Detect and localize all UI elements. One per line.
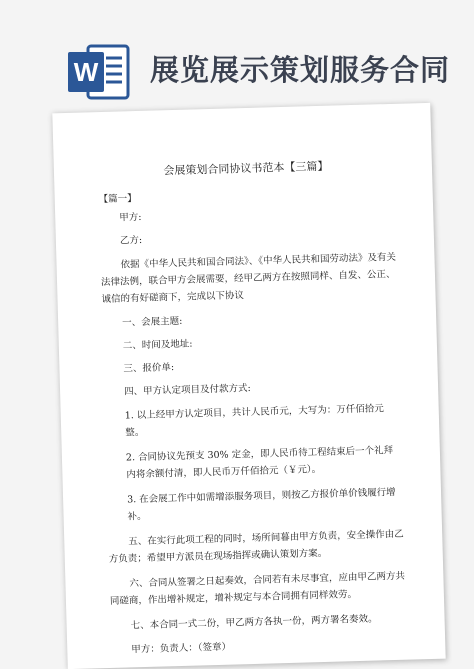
word-document-icon bbox=[66, 40, 132, 104]
banner bbox=[0, 0, 474, 110]
intro-paragraph: 依据《中华人民共和国合同法》、《中华人民共和国劳动法》及有关法律法例，联合甲方会展需要，经甲乙两方在按照同样、自发、公正、诚信的有好磋商下，完成以下协议 bbox=[100, 251, 397, 306]
section-label: 【篇一】 bbox=[98, 193, 137, 206]
clause-1: 一、会展主题: bbox=[122, 315, 183, 329]
payment-item-1: 1. 以上经甲方认定项目，共计人民币元，大写为：万仟佰拾元整。 bbox=[124, 403, 384, 439]
clause-2: 二、时间及地址: bbox=[122, 338, 193, 352]
party-b-line: 乙方: bbox=[119, 234, 143, 247]
document-page bbox=[52, 103, 445, 669]
banner-title: 展览展示策划服务合同 bbox=[150, 53, 451, 87]
document-body bbox=[98, 156, 408, 659]
clause-3: 三、报价单: bbox=[123, 362, 175, 375]
word-icon-letter: W bbox=[73, 57, 99, 87]
document-title: 会展策划合同协议书范本【三篇】 bbox=[163, 159, 329, 178]
party-a-line: 甲方: bbox=[119, 211, 142, 224]
payment-item-2: 2. 合同协议先预支 30% 定金，即人民币待工程结束后一个礼拜内将余额付清，即人民币万仟佰拾元（￥元）。 bbox=[125, 445, 394, 481]
clause-5: 五、在实行此项工程的同时，场所间暮由甲方负责，安全操作由乙方负责；希望甲方派员在现场指挥或确认策划方案。 bbox=[108, 528, 404, 565]
clause-4: 四、甲方认定项目及付款方式: bbox=[123, 382, 251, 398]
clause-6: 六、合同从签署之日起奏效，合同若有未尽事宜，应由甲乙两方共同磋商，作出增补规定，增补规定与本合同拥有同样效劳。 bbox=[109, 570, 406, 607]
clause-7: 七、本合同一式二份，甲乙两方各执一份，两方署名奏效。 bbox=[130, 613, 378, 632]
signature-line: 甲方：负责人：（签章） bbox=[131, 641, 232, 656]
payment-item-3: 3. 在会展工作中如需增添服务项目，则按乙方报价单价钱履行增补。 bbox=[126, 486, 396, 523]
